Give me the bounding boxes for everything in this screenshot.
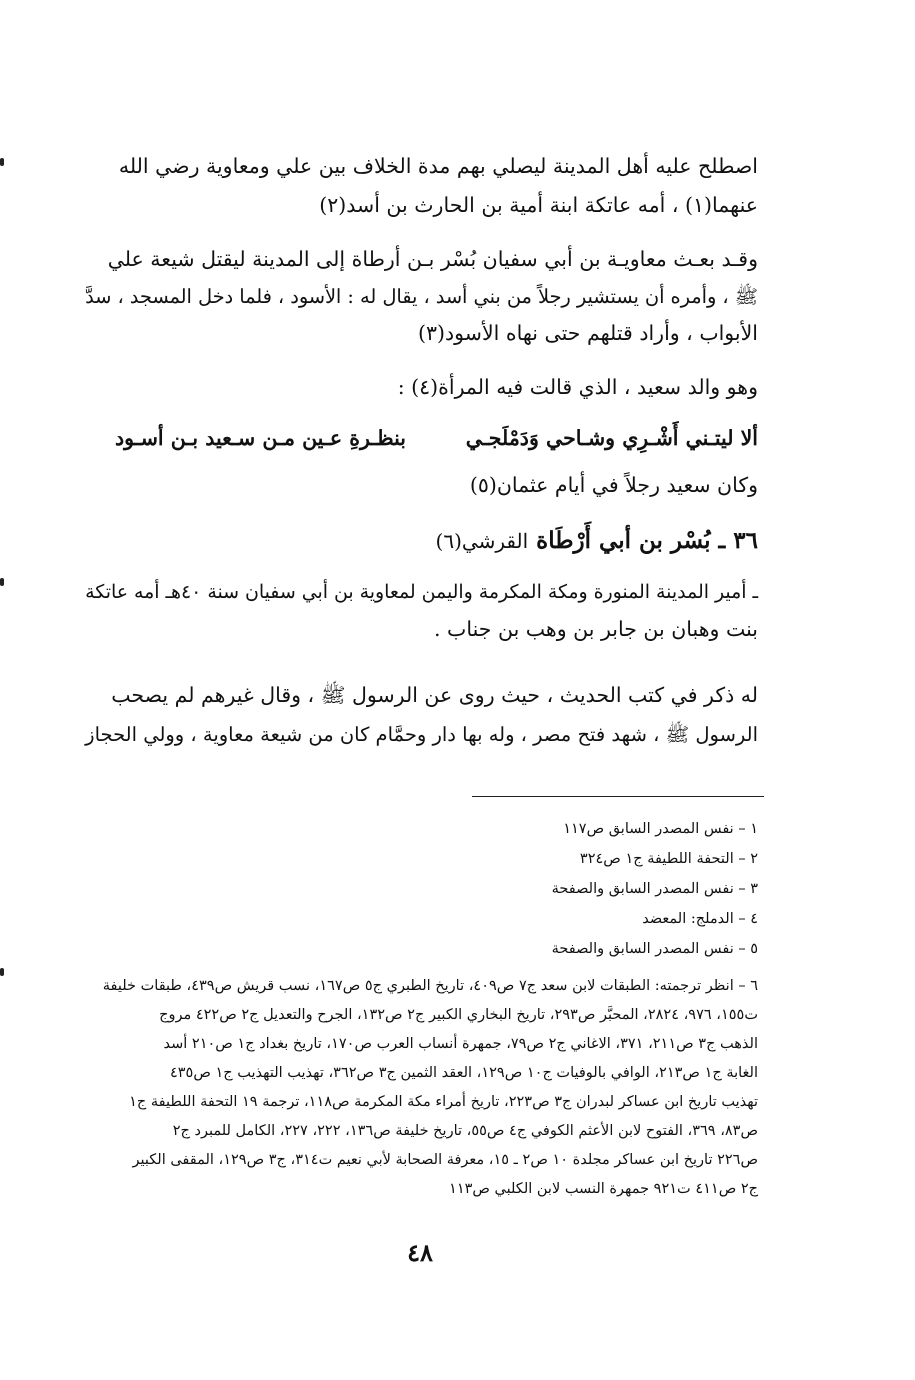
footnote-line: تهذيب تاريخ ابن عساكر لبدران ج٣ ص٢٢٣، تاريخ أمراء مكة المكرمة ص١١٨، ترجمة ١٩ التحفة اللطيفة ج١ xyxy=(129,1094,758,1110)
footnote-line: الغابة ج١ ص٢١٣، الوافي بالوفيات ج١٠ ص١٢٩، العقد الثمين ج٣ ص٣٦٢، تهذيب التهذيب ج١ ص٤٣٥ xyxy=(169,1065,758,1081)
footnotes-list xyxy=(78,815,758,965)
text-line: ﷺ ، وأمره أن يستشير رجلاً من بني أسد ، يقال له : الأسود ، فلما دخل المسجد ، سدَّ xyxy=(85,285,758,308)
footnote-line: ٦ – انظر ترجمته: الطبقات لابن سعد ج٧ ص٤٠٩، تاريخ الطبري ج٥ ص١٦٧، نسب قريش ص٤٣٩، طبقات خليفة xyxy=(102,978,758,994)
text-line: ـ أمير المدينة المنورة ومكة المكرمة واليمن لمعاوية بن أبي سفيان سنة ٤٠هـ أمه عاتكة xyxy=(85,581,758,603)
text-line: اصطلح عليه أهل المدينة ليصلي بهم مدة الخلاف بين علي ومعاوية رضي الله xyxy=(118,154,758,178)
entry-heading-suffix: القرشي(٦) xyxy=(435,529,529,553)
footnote-line: ج٢ ص٤١١ ت٩٢١ جمهرة النسب لابن الكلبي ص١١٣ xyxy=(449,1181,758,1197)
footnote-item: ٣ – نفس المصدر السابق والصفحة xyxy=(551,881,758,897)
entry-heading-title: ٣٦ ـ بُسْر بن أبي أَرْطَاة xyxy=(536,527,758,554)
margin-mark xyxy=(0,578,4,586)
margin-mark xyxy=(0,158,4,166)
page-number: ٤٨ xyxy=(407,1238,433,1267)
text-line: بنت وهبان بن جابر بن وهب بن جناب . xyxy=(434,617,758,641)
paragraph-busr-sent xyxy=(78,241,758,352)
text-line: وكان سعيد رجلاً في أيام عثمان(٥) xyxy=(469,473,758,497)
text-line: وهو والد سعيد ، الذي قالت فيه المرأة(٤) : xyxy=(397,375,758,399)
footnote-item: ٤ – الدملج: المعضد xyxy=(642,911,758,927)
paragraph-hadith xyxy=(78,677,758,753)
footnote-separator xyxy=(472,796,764,797)
footnote-item: ٥ – نفس المصدر السابق والصفحة xyxy=(551,941,758,957)
text-line: له ذكر في كتب الحديث ، حيث روى عن الرسول ﷺ ، وقال غيرهم لم يصحب xyxy=(111,683,758,707)
entry-heading xyxy=(436,527,758,554)
text-line: وقـد بعـث معاويـة بن أبي سفيان بُسْر بـن أرطاة إلى المدينة ليقتل شيعة علي xyxy=(107,247,758,271)
verse-first-hemistich: ألا ليتـني أَشْـرِي وشـاحي وَدَمْلَجـي xyxy=(465,426,758,450)
footnote-line: ص٢٢٦ تاريخ ابن عساكر مجلدة ١٠ ص٢ ـ ١٥، معرفة الصحابة لأبي نعيم ت٣١٤، ج٣ ص١٢٩، المقفى الكبير xyxy=(132,1152,758,1168)
footnote-line: الذهب ج٣ ص٢١١، ٣٧١، الاغاني ج٢ ص٧٩، جمهرة أنساب العرب ص١٧٠، تاريخ بغداد ج١ ص٢١٠ أسد xyxy=(163,1036,758,1052)
footnote-item: ١ – نفس المصدر السابق ص١١٧ xyxy=(563,821,758,837)
footnote-item: ٢ – التحفة اللطيفة ج١ ص٣٢٤ xyxy=(579,851,758,867)
verse-second-hemistich: بنظـرةِ عـين مـن سـعيد بـن أسـود xyxy=(115,426,407,450)
footnote-6 xyxy=(78,972,758,1204)
paragraph-intro xyxy=(78,148,758,224)
margin-mark xyxy=(0,968,4,976)
text-line: الأبواب ، وأراد قتلهم حتى نهاه الأسود(٣) xyxy=(418,321,758,345)
text-line: الرسول ﷺ ، شهد فتح مصر ، وله بها دار وحمَّام كان من شيعة معاوية ، وولي الحجاز xyxy=(85,723,758,746)
paragraph-father xyxy=(78,369,758,406)
text-line: عنهما(١) ، أمه عاتكة ابنة أمية بن الحارث بن أسد(٢) xyxy=(319,193,758,217)
paragraph-after-verse xyxy=(78,467,758,504)
footnote-line: ص٨٣، ٣٦٩، الفتوح لابن الأعثم الكوفي ج٤ ص٥٥، تاريخ خليفة ص١٣٦، ٢٢٢، ٢٢٧، الكامل للمبرد ج٢ xyxy=(172,1123,758,1139)
footnote-line: ت١٥٥، ٩٧٦، ٢٨٢٤، المحبَّر ص٢٩٣، تاريخ البخاري الكبير ج٢ ص١٣٢، الجرح والتعديل ج٢ ص٤٢٢ مروج xyxy=(159,1007,758,1023)
paragraph-bio xyxy=(78,574,758,648)
